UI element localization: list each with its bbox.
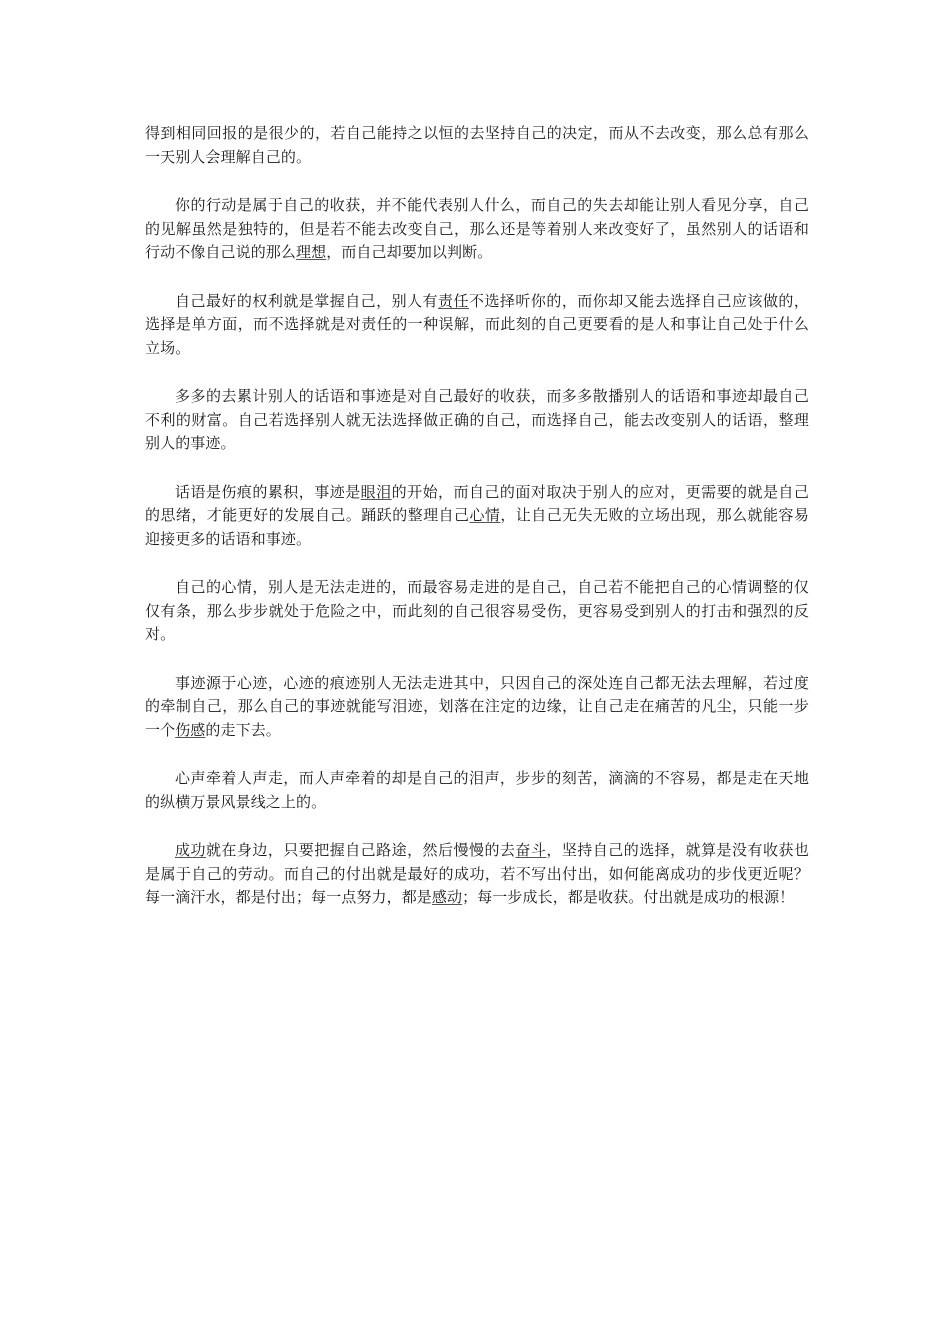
paragraph-text: 你的行动是属于自己的收获，并不能代表别人什么，而自己的失去却能让别人看见分享，自己的见解虽然是独特的，但是若不能去改变自己，那么还是等着别人来改变好了，虽然别人的话语和行动不像自己说的那么 bbox=[145, 196, 809, 261]
paragraph-text: 多多的去累计别人的话语和事迹是对自己最好的收获，而多多散播别人的话语和事迹却最自己不利的财富。自己若选择别人就无法选择做正确的自己，而选择自己，能去改变别人的话语，整理别人的事迹。 bbox=[145, 387, 809, 452]
inline-link[interactable]: 心情 bbox=[469, 506, 501, 524]
paragraph-text: 的开始，而自己的面对取决于别人的应对，更需要的就是自己的思绪，才能更好的发展自己。踊跃的整理自己 bbox=[145, 482, 810, 524]
paragraph bbox=[145, 122, 809, 169]
paragraph-text: 不选择听你的，而你却又能去选择自己应该做的，选择是单方面，而不选择就是对责任的一种误解，而此刻的自己更要看的是人和事让自己处于什么立场。 bbox=[145, 291, 810, 357]
document-page bbox=[145, 122, 809, 935]
paragraph-text: ；每一步成长，都是收获。付出就是成功的根源！ bbox=[462, 888, 795, 906]
inline-link[interactable]: 感动 bbox=[431, 888, 463, 906]
paragraph-text: ，坚持自己的选择，就算是没有收获也是属于自己的劳动。而自己的付出就是最好的成功，若不写出付出，如何能离成功的步伐更近呢？每一滴汗水，都是付出；每一点努力，都是 bbox=[145, 841, 810, 906]
paragraph bbox=[145, 839, 809, 910]
paragraph-text: 的走下去。 bbox=[205, 720, 281, 739]
paragraph-text: 自己最好的权利就是掌握自己，别人有 bbox=[175, 291, 439, 310]
paragraph bbox=[145, 194, 809, 265]
inline-link[interactable]: 眼泪 bbox=[360, 482, 392, 501]
inline-link[interactable]: 奋斗 bbox=[515, 841, 547, 859]
paragraph bbox=[145, 385, 809, 456]
inline-link[interactable]: 成功 bbox=[175, 841, 206, 859]
paragraph-text: 自己的心情，别人是无法走进的，而最容易走进的是自己，自己若不能把自己的心情调整的仅仅有条，那么步步就处于危险之中，而此刻的自己很容易受伤，更容易受到别人的打击和强烈的反对。 bbox=[145, 578, 809, 643]
paragraph bbox=[145, 767, 809, 814]
paragraph bbox=[145, 290, 809, 361]
paragraph-text: 得到相同回报的是很少的，若自己能持之以恒的去坚持自己的决定，而从不去改变，那么总有那么一天别人会理解自己的。 bbox=[145, 124, 809, 166]
paragraph-text: 话语是伤痕的累积，事迹是 bbox=[175, 482, 361, 501]
inline-link[interactable]: 伤感 bbox=[175, 720, 206, 739]
paragraph-text: ，让自己无失无败的立场出现，那么就能容易迎接更多的话语和事迹。 bbox=[145, 506, 809, 548]
inline-link[interactable]: 理想 bbox=[296, 243, 327, 261]
paragraph-text: ，而自己却要加以判断。 bbox=[326, 243, 493, 261]
paragraph-text: 事迹源于心迹，心迹的痕迹别人无法走进其中，只因自己的深处连自己都无法去理解，若过度的牵制自己，那么自己的事迹就能写泪迹，划落在注定的边缘，让自己走在痛苦的凡尘，只能一步一个 bbox=[145, 673, 809, 739]
paragraph bbox=[145, 481, 809, 552]
paragraph-text: 心声牵着人声走，而人声牵着的却是自己的泪声，步步的刻苦，滴滴的不容易，都是走在天地的纵横万景风景线之上的。 bbox=[145, 769, 809, 811]
paragraph bbox=[145, 672, 809, 743]
paragraph-text: 就在身边，只要把握自己路途，然后慢慢的去 bbox=[205, 841, 516, 859]
paragraph bbox=[145, 576, 809, 647]
inline-link[interactable]: 责任 bbox=[438, 291, 469, 310]
